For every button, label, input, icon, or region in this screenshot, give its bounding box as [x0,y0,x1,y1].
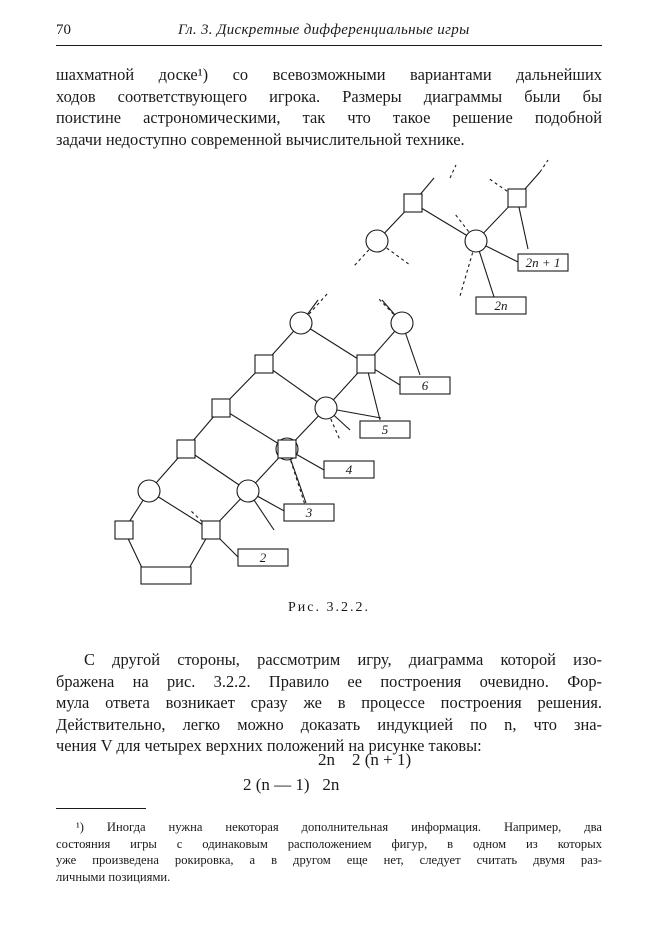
circle-node [465,230,487,252]
label-5: 5 [381,422,389,437]
figure-caption: Рис. 3.2.2. [288,600,370,615]
text-line: Действительно, легко можно доказать индукцией по n, что зна- [56,714,602,734]
square-nodes [115,189,526,539]
footnote-line: состояния игры с одинаковым расположением фигур, в одном из которых [56,836,602,851]
text-line: бражена на рис. 3.2.2. Правило ее построения очевидно. Фор- [56,671,602,691]
footnote-line: личными позициями. [56,869,171,884]
square-node [202,521,220,539]
page-number: 70 [56,22,71,38]
label-2n: 2n [494,298,508,313]
label-6: 6 [421,378,429,393]
square-node [255,355,273,373]
square-node [278,440,296,458]
text-line: мула ответа возникает сразу же в процессе построения решения. [56,693,602,712]
square-node [508,189,526,207]
label-2n-plus-1: 2n + 1 [525,255,561,270]
text-line: С другой стороны, рассмотрим игру, диаграмма которой изо- [84,650,602,669]
circle-node [138,480,160,502]
formula-row-2: 2 (n — 1) 2n [243,775,340,794]
square-node [212,399,230,417]
square-node [115,521,133,539]
square-node [404,194,422,212]
circle-node [366,230,388,252]
footnote-rule [56,808,146,809]
label-2: 2 [259,550,267,565]
text-line: задачи недоступно современной вычислительной технике. [56,129,465,149]
text-line: ходов соответствующего игрока. Размеры диаграммы были бы [56,86,602,106]
formula-row-1: 2n 2 (n + 1) [318,750,412,769]
footnote-line: ¹) Иногда нужна некоторая дополнительная информация. Например, два [76,820,602,834]
running-title: Гл. 3. Дискретные дифференциальные игры [178,22,470,38]
text-line: чения V для четырех верхних положений на рисунке таковы: [56,736,482,755]
footnote [56,819,602,885]
square-node [177,440,195,458]
paragraph-2 [56,649,602,757]
square-node [357,355,375,373]
text-line: поистине астрономическими, так что такое решение подобной [56,108,602,127]
circle-node [290,312,312,334]
header-rule [56,45,602,46]
circle-node [237,480,259,502]
circle-node [315,397,337,419]
circle-nodes [138,230,487,502]
paragraph-1 [56,64,602,150]
label-4: 4 [345,462,353,477]
footnote-line: уже произведена рокировка, а в другом еще нет, следует считать двумя раз- [56,853,602,867]
label-3: 3 [305,505,313,520]
terminal-box-bottom [141,567,191,584]
game-tree-diagram [0,150,658,595]
circle-node [391,312,413,334]
text-line: шахматной доске¹) со всевозможными вариантами дальнейших [56,65,602,84]
